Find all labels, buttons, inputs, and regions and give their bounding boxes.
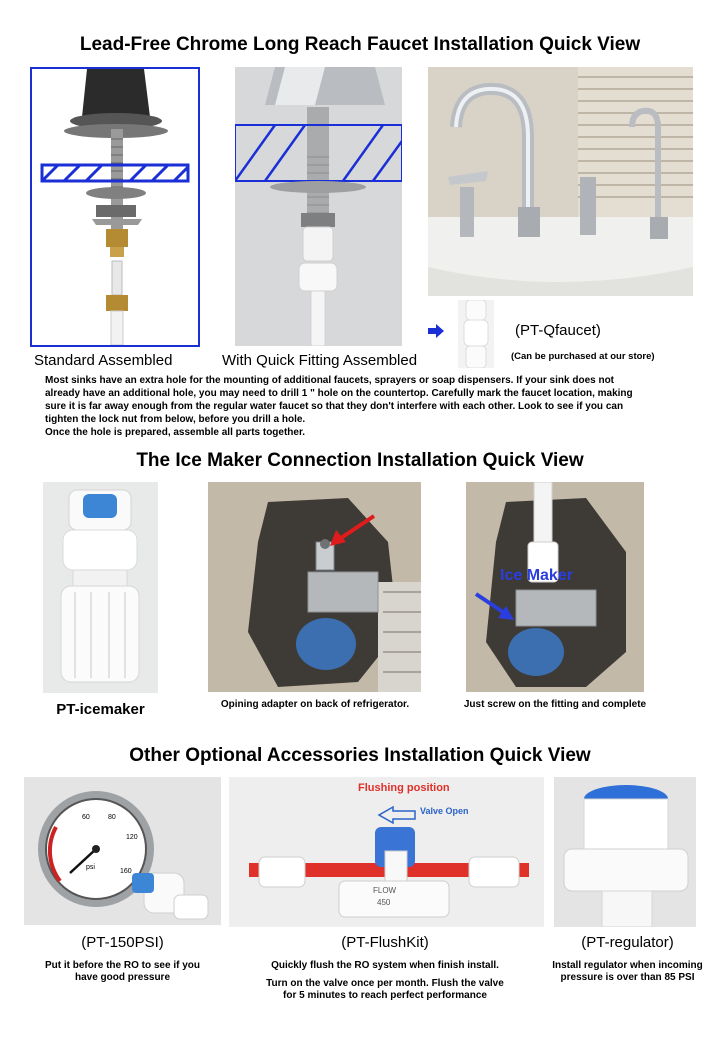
screw-fitting-caption: Just screw on the fitting and complete (463, 699, 647, 710)
quick-fitting-illustration (235, 67, 402, 346)
qfaucet-part-name: (PT-Qfaucet) (515, 322, 601, 339)
accessories-section-title: Other Optional Accessories Installation Quick View (129, 745, 591, 766)
icemaker-part-name: PT-icemaker (56, 701, 145, 718)
arrow-right-icon (428, 324, 444, 338)
flow-label: FLOW (373, 886, 397, 895)
icemaker-installed-photo (466, 482, 644, 692)
icemaker-fitting-photo (43, 482, 158, 693)
purchase-note: (Can be purchased at our store) (511, 351, 655, 362)
gauge-label: 160 (120, 868, 132, 875)
ice-maker-label: Ice Maker (500, 567, 573, 584)
faucet-section-title: Lead-Free Chrome Long Reach Faucet Installation Quick View (79, 34, 641, 55)
psi-gauge-description (40, 960, 205, 984)
instruction-line: Most sinks have an extra hole for the mounting of additional faucets, sprayers or soap dispensers. If your sink does not (45, 375, 615, 386)
qfaucet-fitting-photo (458, 300, 494, 368)
gauge-unit: psi (86, 864, 95, 871)
adapter-caption: Opining adapter on back of refrigerator. (220, 699, 410, 710)
quick-fitting-photo (235, 67, 402, 346)
gauge-label: 120 (126, 834, 138, 841)
regulator-photo (554, 777, 696, 927)
standard-assembled-photo (30, 67, 200, 347)
standard-assembly-illustration (32, 69, 198, 345)
flow-value: 450 (377, 898, 391, 907)
standard-assembled-caption: Standard Assembled (34, 352, 173, 369)
sink-illustration (428, 67, 693, 296)
instruction-line: sure it is far away enough from the regular water faucet so that they don't interfere with each other. Look to see if you can (45, 401, 624, 412)
ice-maker-section-title: The Ice Maker Connection Installation Quick View (136, 450, 584, 471)
description-line: Turn on the valve once per month. Flush the valve (266, 978, 504, 989)
flush-kit-photo (229, 777, 544, 927)
instruction-line: tighten the lock nut from below, before you drill a hole. (45, 414, 306, 425)
faucet-on-sink-photo (428, 67, 693, 296)
description-line: Quickly flush the RO system when finish install. (271, 960, 499, 971)
instruction-line: Once the hole is prepared, assemble all parts together. (45, 427, 306, 438)
flush-kit-part-name: (PT-FlushKit) (341, 934, 429, 951)
gauge-label: 80 (108, 814, 116, 821)
flush-kit-description (240, 960, 530, 1002)
valve-open-label: Valve Open (420, 806, 469, 816)
description-line: have good pressure (74, 972, 171, 983)
description-line: pressure is over than 85 PSI (560, 972, 695, 983)
regulator-description (540, 960, 715, 984)
instruction-line: already have an additional hole, you may need to drill 1 " hole on the countertop. Carefully mark the faucet location, making (45, 388, 633, 399)
flushing-position-label: Flushing position (358, 782, 450, 794)
description-line: for 5 minutes to reach perfect performance (283, 990, 487, 1001)
gauge-label: 60 (82, 814, 90, 821)
description-line: Put it before the RO to see if you (44, 960, 200, 971)
regulator-part-name: (PT-regulator) (581, 934, 674, 951)
faucet-instructions (45, 374, 705, 439)
psi-gauge-part-name: (PT-150PSI) (81, 934, 164, 951)
pressure-gauge-photo (24, 777, 221, 925)
description-line: Install regulator when incoming (552, 960, 703, 971)
quick-fitting-caption: With Quick Fitting Assembled (222, 352, 418, 369)
refrigerator-adapter-photo (208, 482, 421, 692)
